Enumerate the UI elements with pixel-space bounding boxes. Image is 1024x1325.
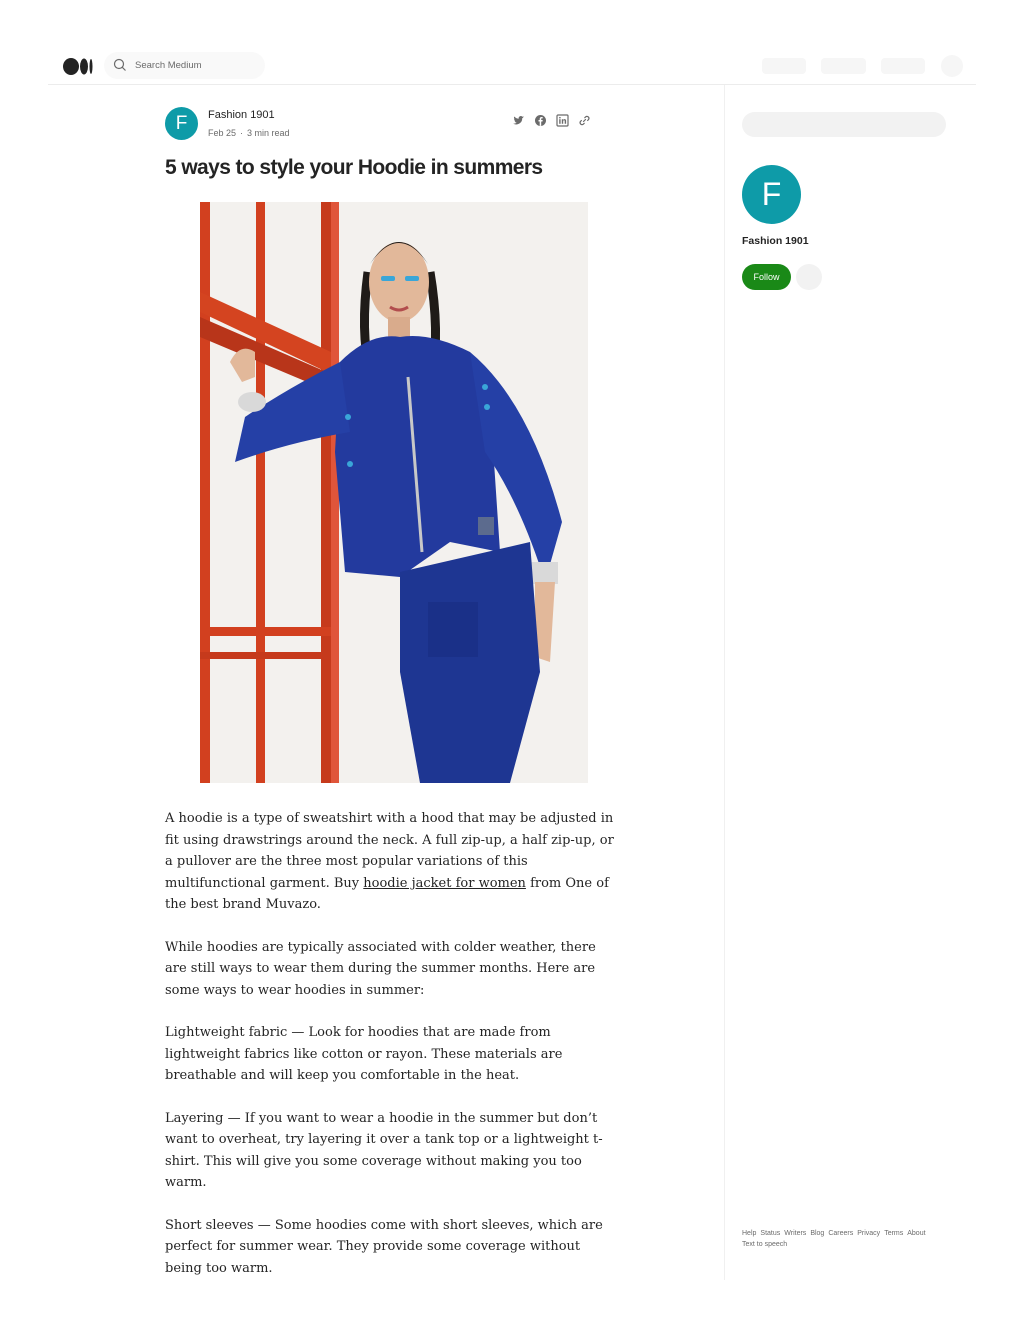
sidebar-footer: [742, 1228, 947, 1250]
footer-link-terms[interactable]: Terms: [884, 1230, 904, 1237]
footer-link-privacy[interactable]: Privacy: [857, 1230, 881, 1237]
top-bar: [48, 44, 976, 85]
footer-links: [742, 1228, 947, 1239]
subscribe-button[interactable]: [796, 264, 822, 290]
paragraph-text: from One of the best brand Muvazo.: [165, 875, 609, 912]
footer-link-careers[interactable]: Careers: [828, 1230, 854, 1237]
paragraph-1: [165, 808, 617, 916]
search-icon: [113, 58, 127, 72]
author-avatar[interactable]: F: [165, 107, 198, 140]
paragraph-5: Short sleeves — Some hoodies come with short sleeves, which are perfect for summer wear. They provide some coverage without being too warm.: [165, 1217, 603, 1276]
footer-link-text-to-speech[interactable]: Text to speech: [742, 1241, 788, 1248]
link-icon[interactable]: [578, 114, 591, 127]
hoodie-jacket-link[interactable]: hoodie jacket for women: [363, 875, 526, 891]
publish-date: Feb 25: [208, 128, 237, 138]
footer-link-writers[interactable]: Writers: [784, 1230, 807, 1237]
paragraph-4: Layering — If you want to wear a hoodie in the summer but don’t want to overheat, try layering it over a tank top or a lightweight t-shirt. This will give you some coverage without making you too warm.: [165, 1110, 603, 1190]
facebook-icon[interactable]: [534, 114, 547, 127]
article-body: [165, 808, 617, 1300]
footer-link-about[interactable]: About: [907, 1230, 926, 1237]
paragraph-3: Lightweight fabric — Look for hoodies that are made from lightweight fabrics like cotton or rayon. These materials are breathable and will keep you comfortable in the heat.: [165, 1025, 563, 1083]
nav-placeholder-1: [762, 58, 806, 74]
meta-separator: ·: [240, 128, 244, 138]
sidebar-author-name[interactable]: Fashion 1901: [742, 235, 809, 247]
sidebar-author-avatar[interactable]: F: [742, 165, 801, 224]
follow-button[interactable]: Follow: [742, 264, 791, 290]
search-bar[interactable]: [104, 52, 265, 79]
share-icons: [512, 114, 591, 127]
nav-placeholder-3: [881, 58, 925, 74]
medium-logo-icon[interactable]: [63, 58, 93, 75]
search-input[interactable]: Search Medium: [135, 60, 202, 71]
linkedin-icon[interactable]: [556, 114, 569, 127]
author-name[interactable]: Fashion 1901: [208, 109, 275, 121]
article-meta: [208, 128, 290, 138]
sidebar-get-app-placeholder: [742, 112, 946, 137]
footer-link-status[interactable]: Status: [760, 1230, 781, 1237]
twitter-icon[interactable]: [512, 114, 525, 127]
paragraph-2: While hoodies are typically associated with colder weather, there are still ways to wear them during the summer months. Here are some ways to wear hoodies in summer:: [165, 939, 596, 998]
footer-link-help[interactable]: Help: [742, 1230, 757, 1237]
nav-placeholder-2: [821, 58, 866, 74]
article-title: 5 ways to style your Hoodie in summers: [165, 156, 543, 179]
read-time: 3 min read: [247, 128, 290, 138]
article-hero-image[interactable]: [200, 202, 588, 783]
footer-link-blog[interactable]: Blog: [810, 1230, 825, 1237]
user-avatar-placeholder: [941, 55, 963, 77]
paragraph-text: A hoodie is a type of sweatshirt with a hood that may be adjusted in fit using drawstrings around the neck. A full zip-up, a half zip-up, or a pullover are the three most popular variations of this multifunctional garment. Buy: [165, 811, 614, 891]
column-divider: [724, 85, 725, 1280]
